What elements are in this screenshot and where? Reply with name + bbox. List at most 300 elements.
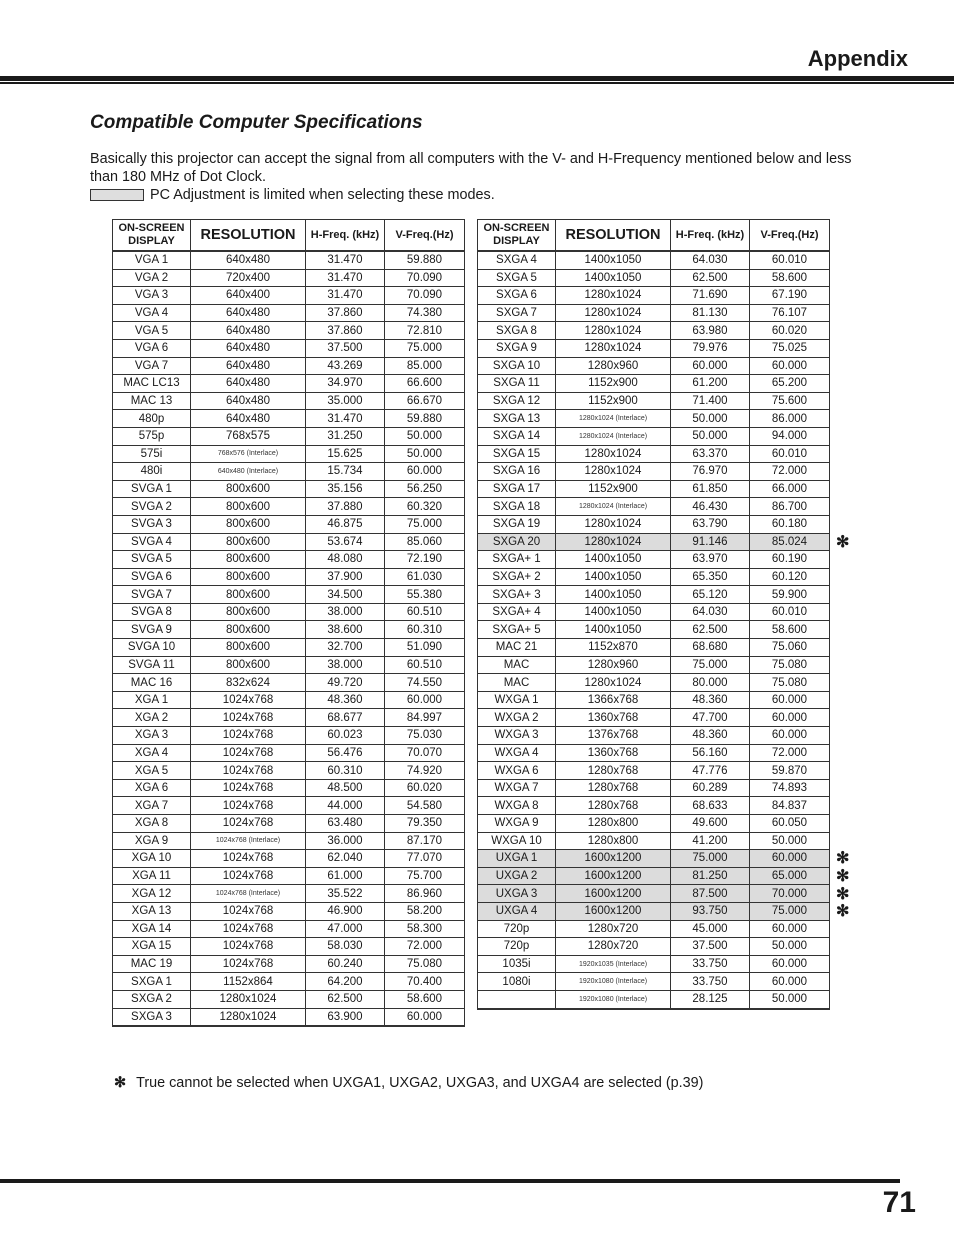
resolution-cell: 1400x1050	[556, 269, 671, 287]
hfreq-cell: 37.860	[306, 304, 385, 322]
table-header-row	[113, 220, 465, 252]
hfreq-cell: 34.970	[306, 375, 385, 393]
vfreq-cell: 65.000	[750, 867, 830, 885]
vfreq-cell: 60.000	[750, 920, 830, 938]
table-row	[478, 322, 830, 340]
display-cell: SXGA 4	[478, 251, 556, 269]
resolution-cell: 1400x1050	[556, 551, 671, 569]
vfreq-cell: 85.024	[750, 533, 830, 551]
hfreq-cell: 37.500	[306, 339, 385, 357]
intro-text	[90, 150, 880, 204]
display-cell: VGA 3	[113, 287, 191, 305]
asterisk-icon: ✻	[836, 903, 850, 921]
hfreq-cell: 38.000	[306, 656, 385, 674]
table-row	[478, 533, 830, 551]
hfreq-cell: 68.677	[306, 709, 385, 727]
hfreq-cell: 47.000	[306, 920, 385, 938]
table-row	[478, 339, 830, 357]
table-row	[113, 727, 465, 745]
display-cell: VGA 6	[113, 339, 191, 357]
display-cell: MAC 21	[478, 639, 556, 657]
resolution-cell: 1280x1024 (Interlace)	[556, 498, 671, 516]
resolution-cell: 1600x1200	[556, 867, 671, 885]
vfreq-cell: 75.030	[385, 727, 465, 745]
table-row	[478, 885, 830, 903]
vfreq-cell: 58.600	[385, 990, 465, 1008]
resolution-cell: 1280x768	[556, 762, 671, 780]
display-cell: SXGA 8	[478, 322, 556, 340]
table-row	[478, 867, 830, 885]
display-cell: UXGA 2	[478, 867, 556, 885]
display-cell: XGA 13	[113, 902, 191, 920]
vfreq-cell: 60.510	[385, 656, 465, 674]
vfreq-cell: 85.060	[385, 533, 465, 551]
display-cell: SXGA 19	[478, 515, 556, 533]
hfreq-cell: 46.900	[306, 902, 385, 920]
hfreq-cell: 64.030	[671, 251, 750, 269]
hfreq-cell: 46.875	[306, 515, 385, 533]
resolution-cell: 1360x768	[556, 744, 671, 762]
table-row	[113, 621, 465, 639]
resolution-cell: 1024x768	[191, 709, 306, 727]
resolution-cell: 800x600	[191, 568, 306, 586]
table-row	[478, 551, 830, 569]
intro-paragraph: Basically this projector can accept the signal from all computers with the V- and H-Frequency mentioned below and less than 180 MHz of Dot Clock.	[90, 151, 852, 185]
display-cell: SVGA 2	[113, 498, 191, 516]
table-row	[113, 304, 465, 322]
table-row	[113, 779, 465, 797]
display-cell: WXGA 7	[478, 779, 556, 797]
table-row	[478, 251, 830, 269]
table-row	[113, 551, 465, 569]
resolution-cell: 1920x1035 (Interlace)	[556, 955, 671, 973]
vfreq-cell: 84.837	[750, 797, 830, 815]
display-cell: WXGA 1	[478, 691, 556, 709]
resolution-cell: 1024x768	[191, 744, 306, 762]
resolution-cell: 1400x1050	[556, 586, 671, 604]
hfreq-cell: 63.970	[671, 551, 750, 569]
hfreq-cell: 91.146	[671, 533, 750, 551]
vfreq-cell: 60.180	[750, 515, 830, 533]
resolution-cell: 1280x720	[556, 938, 671, 956]
display-cell: MAC LC13	[113, 375, 191, 393]
resolution-cell: 1600x1200	[556, 885, 671, 903]
hfreq-cell: 64.200	[306, 973, 385, 991]
table-row	[478, 463, 830, 481]
table-row	[113, 498, 465, 516]
resolution-cell: 640x480	[191, 251, 306, 269]
vfreq-cell: 65.200	[750, 375, 830, 393]
hfreq-cell: 81.250	[671, 867, 750, 885]
resolution-cell: 768x576 (Interlace)	[191, 445, 306, 463]
display-cell: XGA 12	[113, 885, 191, 903]
hfreq-cell: 62.040	[306, 850, 385, 868]
resolution-cell: 1152x870	[556, 639, 671, 657]
resolution-cell: 1280x1024	[556, 322, 671, 340]
table-row	[478, 762, 830, 780]
table-row	[478, 515, 830, 533]
hfreq-cell: 65.350	[671, 568, 750, 586]
display-cell: VGA 5	[113, 322, 191, 340]
table-row	[113, 375, 465, 393]
table-row	[478, 744, 830, 762]
table-row	[113, 251, 465, 269]
hfreq-cell: 53.674	[306, 533, 385, 551]
vfreq-cell: 74.920	[385, 762, 465, 780]
display-cell: SXGA 5	[478, 269, 556, 287]
resolution-cell: 800x600	[191, 586, 306, 604]
display-cell: XGA 5	[113, 762, 191, 780]
hfreq-cell: 15.734	[306, 463, 385, 481]
hfreq-cell: 49.720	[306, 674, 385, 692]
table-row	[113, 920, 465, 938]
resolution-cell: 1152x864	[191, 973, 306, 991]
display-cell: SVGA 4	[113, 533, 191, 551]
display-cell: SXGA 1	[113, 973, 191, 991]
vfreq-cell: 66.600	[385, 375, 465, 393]
resolution-cell: 800x600	[191, 551, 306, 569]
vfreq-cell: 75.060	[750, 639, 830, 657]
table-row	[113, 392, 465, 410]
hfreq-cell: 63.790	[671, 515, 750, 533]
display-cell: SXGA 14	[478, 427, 556, 445]
vfreq-cell: 75.080	[750, 656, 830, 674]
resolution-cell: 640x480	[191, 357, 306, 375]
display-cell: SXGA+ 5	[478, 621, 556, 639]
vfreq-cell: 60.010	[750, 603, 830, 621]
hfreq-cell: 79.976	[671, 339, 750, 357]
resolution-cell: 1280x1024	[556, 287, 671, 305]
resolution-cell: 800x600	[191, 603, 306, 621]
table-row	[478, 568, 830, 586]
display-cell: 1035i	[478, 955, 556, 973]
table-row	[113, 445, 465, 463]
vfreq-cell: 60.320	[385, 498, 465, 516]
table-row	[478, 480, 830, 498]
display-cell: SVGA 8	[113, 603, 191, 621]
display-cell: SXGA 20	[478, 533, 556, 551]
vfreq-cell: 75.000	[385, 339, 465, 357]
display-cell: VGA 4	[113, 304, 191, 322]
table-row	[113, 832, 465, 850]
hfreq-cell: 35.000	[306, 392, 385, 410]
resolution-cell: 1366x768	[556, 691, 671, 709]
resolution-cell: 1280x800	[556, 815, 671, 833]
display-cell: SXGA 15	[478, 445, 556, 463]
hfreq-cell: 48.080	[306, 551, 385, 569]
hfreq-cell: 58.030	[306, 938, 385, 956]
hfreq-cell: 56.476	[306, 744, 385, 762]
resolution-cell: 640x480	[191, 410, 306, 428]
vfreq-cell: 70.090	[385, 269, 465, 287]
hfreq-cell: 50.000	[671, 410, 750, 428]
table-row	[113, 797, 465, 815]
vfreq-cell: 86.700	[750, 498, 830, 516]
display-cell: SVGA 6	[113, 568, 191, 586]
hfreq-cell: 63.480	[306, 815, 385, 833]
vfreq-cell: 75.000	[385, 515, 465, 533]
display-cell: XGA 14	[113, 920, 191, 938]
display-cell: XGA 8	[113, 815, 191, 833]
table-row	[478, 920, 830, 938]
vfreq-cell: 60.000	[385, 1008, 465, 1026]
resolution-cell: 1152x900	[556, 375, 671, 393]
vfreq-cell: 61.030	[385, 568, 465, 586]
table-row	[478, 410, 830, 428]
asterisk-icon: ✻	[836, 850, 850, 868]
spec-table-left	[112, 219, 465, 1027]
resolution-cell: 1280x768	[556, 779, 671, 797]
hfreq-cell: 61.200	[671, 375, 750, 393]
footer-rule	[0, 1179, 900, 1183]
vfreq-cell: 75.600	[750, 392, 830, 410]
vfreq-cell: 51.090	[385, 639, 465, 657]
table-row	[478, 269, 830, 287]
table-row	[113, 744, 465, 762]
hfreq-cell: 93.750	[671, 902, 750, 920]
vfreq-cell: 60.000	[385, 463, 465, 481]
display-cell: SXGA+ 3	[478, 586, 556, 604]
resolution-cell: 1920x1080 (Interlace)	[556, 990, 671, 1008]
table-row	[478, 427, 830, 445]
resolution-cell: 1280x960	[556, 357, 671, 375]
display-cell: 575p	[113, 427, 191, 445]
hfreq-cell: 31.470	[306, 269, 385, 287]
display-cell: SVGA 5	[113, 551, 191, 569]
vfreq-cell: 60.000	[750, 357, 830, 375]
table-row	[478, 938, 830, 956]
table-row	[113, 603, 465, 621]
display-cell: WXGA 3	[478, 727, 556, 745]
table-row	[113, 568, 465, 586]
display-cell: WXGA 10	[478, 832, 556, 850]
resolution-cell: 1280x1024	[191, 990, 306, 1008]
hfreq-cell: 31.470	[306, 410, 385, 428]
table-row	[478, 709, 830, 727]
hfreq-cell: 60.000	[671, 357, 750, 375]
vfreq-cell: 70.000	[750, 885, 830, 903]
vfreq-cell: 85.000	[385, 357, 465, 375]
vfreq-cell: 50.000	[750, 990, 830, 1008]
resolution-cell: 1024x768	[191, 955, 306, 973]
hfreq-cell: 48.360	[671, 727, 750, 745]
display-cell: SXGA+ 2	[478, 568, 556, 586]
hfreq-cell: 62.500	[671, 269, 750, 287]
resolution-cell: 1152x900	[556, 480, 671, 498]
vfreq-cell: 72.000	[750, 744, 830, 762]
hfreq-cell: 76.970	[671, 463, 750, 481]
vfreq-cell: 60.310	[385, 621, 465, 639]
resolution-cell: 1376x768	[556, 727, 671, 745]
hfreq-cell: 65.120	[671, 586, 750, 604]
display-cell: WXGA 6	[478, 762, 556, 780]
table-row	[478, 392, 830, 410]
display-cell: XGA 10	[113, 850, 191, 868]
vfreq-cell: 58.300	[385, 920, 465, 938]
display-cell: SXGA 18	[478, 498, 556, 516]
display-cell: 575i	[113, 445, 191, 463]
vfreq-cell: 59.880	[385, 251, 465, 269]
table-row	[113, 762, 465, 780]
table-row	[478, 621, 830, 639]
display-cell: UXGA 1	[478, 850, 556, 868]
table-row	[113, 902, 465, 920]
asterisk-icon: ✻	[836, 533, 850, 551]
display-cell: WXGA 9	[478, 815, 556, 833]
col-display-header: ON-SCREEN DISPLAY	[478, 220, 556, 252]
vfreq-cell: 60.120	[750, 568, 830, 586]
table-row	[113, 533, 465, 551]
resolution-cell: 832x624	[191, 674, 306, 692]
display-cell: WXGA 8	[478, 797, 556, 815]
vfreq-cell: 56.250	[385, 480, 465, 498]
resolution-cell: 640x480	[191, 375, 306, 393]
table-row	[113, 656, 465, 674]
resolution-cell: 720x400	[191, 269, 306, 287]
resolution-cell: 1280x1024	[556, 304, 671, 322]
display-cell: XGA 9	[113, 832, 191, 850]
col-vfreq-header: V-Freq.(Hz)	[385, 220, 465, 252]
resolution-cell: 800x600	[191, 621, 306, 639]
section-title: Appendix	[807, 46, 908, 71]
vfreq-cell: 54.580	[385, 797, 465, 815]
resolution-cell: 1280x1024	[556, 674, 671, 692]
vfreq-cell: 55.380	[385, 586, 465, 604]
display-cell: XGA 3	[113, 727, 191, 745]
table-row	[113, 674, 465, 692]
table-row	[478, 586, 830, 604]
col-display-header: ON-SCREEN DISPLAY	[113, 220, 191, 252]
display-cell: SXGA 16	[478, 463, 556, 481]
hfreq-cell: 33.750	[671, 973, 750, 991]
table-row	[113, 357, 465, 375]
resolution-cell: 1280x800	[556, 832, 671, 850]
resolution-cell: 640x480	[191, 392, 306, 410]
hfreq-cell: 48.360	[306, 691, 385, 709]
asterisk-icon: ✻	[836, 885, 850, 903]
display-cell: XGA 2	[113, 709, 191, 727]
hfreq-cell: 38.600	[306, 621, 385, 639]
vfreq-cell: 94.000	[750, 427, 830, 445]
display-cell: VGA 2	[113, 269, 191, 287]
vfreq-cell: 72.190	[385, 551, 465, 569]
hfreq-cell: 60.240	[306, 955, 385, 973]
display-cell: SVGA 10	[113, 639, 191, 657]
display-cell: MAC	[478, 656, 556, 674]
table-row	[478, 990, 830, 1008]
table-row	[113, 410, 465, 428]
vfreq-cell: 74.550	[385, 674, 465, 692]
resolution-cell: 1600x1200	[556, 850, 671, 868]
display-cell: SXGA 11	[478, 375, 556, 393]
asterisk-icon: ✻	[836, 868, 850, 886]
legend-line	[90, 186, 880, 204]
table-row	[113, 691, 465, 709]
vfreq-cell: 60.000	[750, 955, 830, 973]
hfreq-cell: 36.000	[306, 832, 385, 850]
hfreq-cell: 37.900	[306, 568, 385, 586]
hfreq-cell: 15.625	[306, 445, 385, 463]
hfreq-cell: 43.269	[306, 357, 385, 375]
hfreq-cell: 62.500	[671, 621, 750, 639]
resolution-cell: 1280x1024	[556, 445, 671, 463]
vfreq-cell: 74.893	[750, 779, 830, 797]
display-cell: SXGA 7	[478, 304, 556, 322]
table-row	[478, 674, 830, 692]
resolution-cell: 1280x768	[556, 797, 671, 815]
hfreq-cell: 31.250	[306, 427, 385, 445]
table-row	[478, 375, 830, 393]
legend-text: PC Adjustment is limited when selecting these modes.	[150, 187, 495, 203]
display-cell: SXGA 6	[478, 287, 556, 305]
vfreq-cell: 75.080	[385, 955, 465, 973]
table-row	[113, 938, 465, 956]
table-row	[113, 427, 465, 445]
vfreq-cell: 72.810	[385, 322, 465, 340]
hfreq-cell: 47.776	[671, 762, 750, 780]
vfreq-cell: 60.010	[750, 445, 830, 463]
vfreq-cell: 86.000	[750, 410, 830, 428]
vfreq-cell: 60.000	[750, 727, 830, 745]
hfreq-cell: 71.690	[671, 287, 750, 305]
shaded-legend-swatch	[90, 189, 144, 201]
display-cell: 480i	[113, 463, 191, 481]
resolution-cell: 1400x1050	[556, 603, 671, 621]
display-cell: SVGA 9	[113, 621, 191, 639]
table-row	[478, 639, 830, 657]
hfreq-cell: 41.200	[671, 832, 750, 850]
resolution-cell: 1600x1200	[556, 902, 671, 920]
display-cell: SVGA 3	[113, 515, 191, 533]
table-row	[113, 815, 465, 833]
resolution-cell: 1280x1024	[556, 339, 671, 357]
hfreq-cell: 49.600	[671, 815, 750, 833]
resolution-cell: 1280x1024 (Interlace)	[556, 427, 671, 445]
table-row	[113, 885, 465, 903]
hfreq-cell: 61.850	[671, 480, 750, 498]
vfreq-cell: 59.880	[385, 410, 465, 428]
resolution-cell: 640x400	[191, 287, 306, 305]
vfreq-cell: 86.960	[385, 885, 465, 903]
resolution-cell: 1280x1024	[556, 533, 671, 551]
hfreq-cell: 45.000	[671, 920, 750, 938]
table-row	[113, 586, 465, 604]
table-row	[478, 656, 830, 674]
display-cell: UXGA 3	[478, 885, 556, 903]
table-row	[478, 797, 830, 815]
resolution-cell: 1024x768	[191, 762, 306, 780]
table-row	[478, 691, 830, 709]
vfreq-cell: 60.000	[385, 691, 465, 709]
vfreq-cell: 72.000	[750, 463, 830, 481]
display-cell	[478, 990, 556, 1008]
table-row	[478, 498, 830, 516]
display-cell: 1080i	[478, 973, 556, 991]
resolution-cell: 1360x768	[556, 709, 671, 727]
table-row	[113, 850, 465, 868]
table-row	[113, 639, 465, 657]
vfreq-cell: 87.170	[385, 832, 465, 850]
hfreq-cell: 48.500	[306, 779, 385, 797]
hfreq-cell: 34.500	[306, 586, 385, 604]
table-row	[478, 287, 830, 305]
hfreq-cell: 31.470	[306, 287, 385, 305]
hfreq-cell: 60.289	[671, 779, 750, 797]
hfreq-cell: 87.500	[671, 885, 750, 903]
display-cell: SXGA 2	[113, 990, 191, 1008]
hfreq-cell: 37.860	[306, 322, 385, 340]
header-rule	[0, 76, 954, 81]
